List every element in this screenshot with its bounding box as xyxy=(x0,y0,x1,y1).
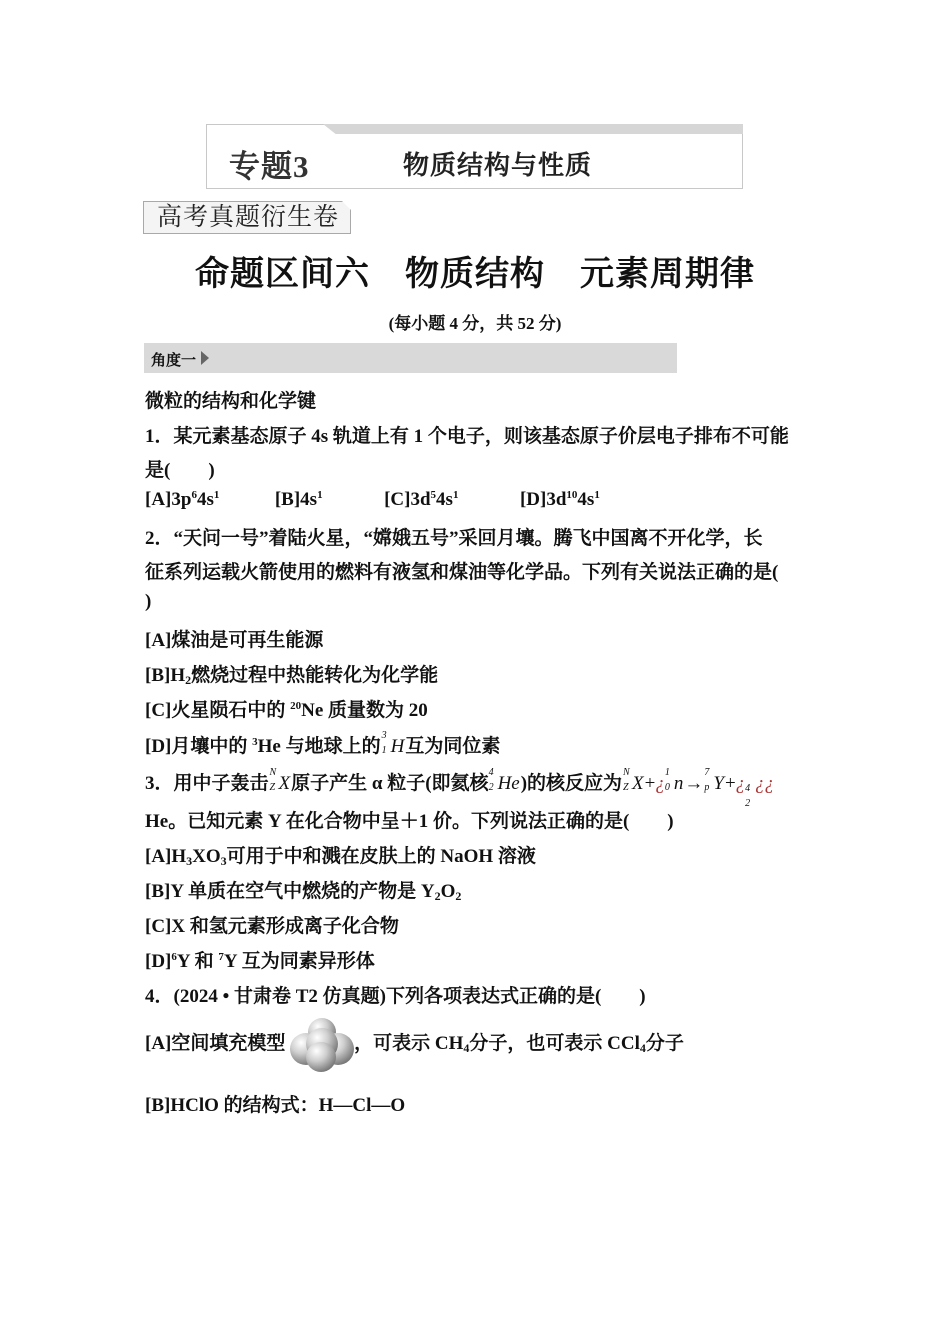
q1-option-d[interactable]: $[D]3d^{10}4s^1$ xyxy=(519,489,600,510)
equation-y: 7 p Y xyxy=(704,767,724,794)
q4-stem: 4．(2024 • 甘肃卷 T2 仿真题)下列各项表达式正确的是( ) xyxy=(145,986,646,1007)
q3-stem-line1: 3．用中子轰击 N Z X原子产生 α 粒子(即氦核 4 2 He)的核反应为 N Z X+¿ 1 0 n→ 7 p Y+¿ 4 2 ¿¿ xyxy=(145,767,775,809)
q2-stem-line2: 征系列运载火箭使用的燃料有液氢和煤油等化学品。下列有关说法正确的是( xyxy=(145,562,779,583)
nuclide-x: N Z X xyxy=(269,767,291,794)
q3-option-c[interactable]: [C]X 和氢元素形成离子化合物 xyxy=(145,916,399,937)
page-title: 命题区间六 物质结构 元素周期律 xyxy=(195,255,755,293)
q3-stem-line2: He。已知元素 Y 在化合物中呈＋1 价。下列说法正确的是( ) xyxy=(145,811,674,832)
space-filling-model-icon xyxy=(290,1018,354,1072)
angle-bar xyxy=(144,343,677,373)
q1-option-b[interactable]: $[B]4s^1$ xyxy=(274,489,323,510)
angle-label: 角度一 xyxy=(151,352,197,369)
topic-title: 物质结构与性质 xyxy=(403,150,593,180)
q2-option-a[interactable]: [A]煤油是可再生能源 xyxy=(145,630,324,651)
q2-stem-line1: 2．“天问一号”着陆火星，“嫦娥五号”采回月壤。腾飞中国离不开化学，长 xyxy=(145,528,763,549)
q2-option-d[interactable]: [D]月壤中的 $^3$He 与地球上的 3 1 H互为同位素 xyxy=(145,730,501,757)
q1-stem-line1: 1．某元素基态原子 4s 轨道上有 1 个电子，则该基态原子价层电子排布不可能 xyxy=(145,426,789,447)
exam-tag: 高考真题衍生卷 xyxy=(143,201,351,234)
equation-neutron: 1 0 n xyxy=(664,767,684,794)
q2-option-b[interactable]: $[B]H_2$燃烧过程中热能转化为化学能 xyxy=(145,665,439,687)
nuclide-h3: 3 1 H xyxy=(381,730,405,757)
equation-x: N Z X xyxy=(623,767,644,794)
q4-option-b[interactable]: [B]HClO 的结构式：H—Cl—O xyxy=(145,1095,406,1116)
q2-stem-line3: ) xyxy=(145,591,152,612)
q1-option-a[interactable]: $[A]3p^64s^1$ xyxy=(145,489,220,510)
topic-banner xyxy=(206,124,743,189)
q3-option-a[interactable]: $[A]H_3XO_3$可用于中和溅在皮肤上的 NaOH 溶液 xyxy=(145,846,536,868)
banner-decoration xyxy=(323,124,743,134)
q1-options xyxy=(145,489,600,511)
q4-option-a[interactable]: [A]空间填充模型 ，可表示 $CH_4$分子，也可表示 CCl$_4$分子 xyxy=(145,1016,684,1072)
triangle-right-icon xyxy=(201,351,209,365)
nuclide-he: 4 2 He xyxy=(488,767,520,794)
q1-option-c[interactable]: $[C]3d^54s^1$ xyxy=(384,489,459,510)
q3-option-b[interactable]: [B]Y 单质在空气中燃烧的产物是 $Y_2O_2$ xyxy=(145,881,462,903)
score-note: (每小题 4 分，共 52 分) xyxy=(388,314,562,333)
q1-stem-line2: 是( ) xyxy=(145,460,215,481)
q2-option-c[interactable]: [C]火星陨石中的 $^{20}$Ne 质量数为 20 xyxy=(145,700,428,721)
section-heading: 微粒的结构和化学键 xyxy=(145,391,317,412)
topic-number: 专题3 xyxy=(229,149,310,184)
q3-option-d[interactable]: $[D]^6Y$ 和 $^7$Y 互为同素异形体 xyxy=(145,951,375,972)
